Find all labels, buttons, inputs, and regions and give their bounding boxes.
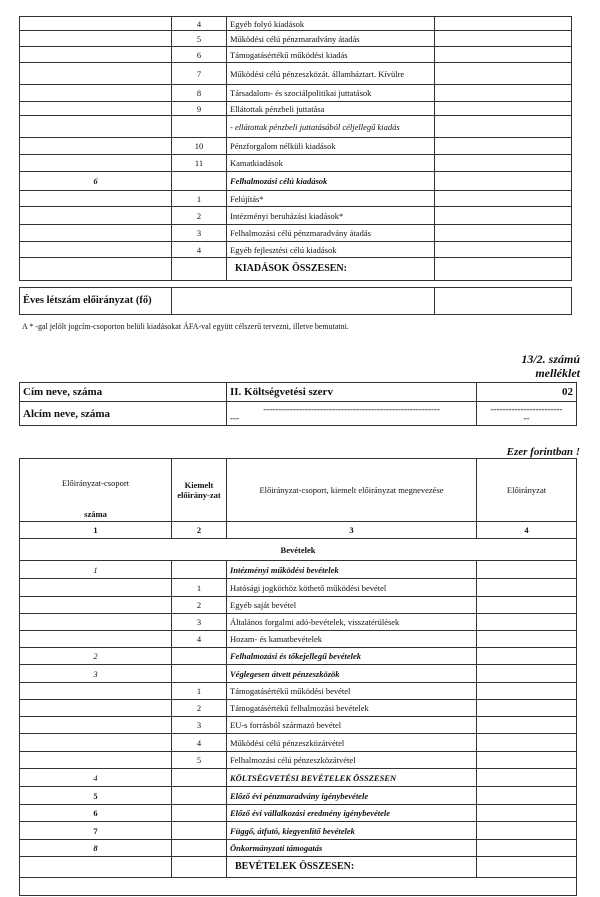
rev-item-number: [172, 561, 227, 579]
rev-row: [20, 614, 577, 631]
cim-code: 02: [477, 383, 577, 402]
exp-row: [20, 191, 572, 207]
rev-value-cell: [477, 631, 577, 648]
rev-item-name: EU-s forrásból származó bevétel: [227, 717, 477, 734]
rev-group-number: [20, 700, 172, 717]
rev-group-number: [20, 717, 172, 734]
rev-item-number: [172, 857, 227, 878]
rev-item-name: Hatósági jogkörhöz köthető működési bevétel: [227, 579, 477, 597]
cim-value: II. Költségvetési szerv: [227, 383, 477, 402]
exp-value-cell: [435, 116, 572, 138]
rev-item-number: [172, 840, 227, 857]
staff-table: [19, 287, 572, 315]
exp-group-number: [20, 191, 172, 207]
col-num-2: 2: [172, 522, 227, 539]
exp-item-number: [172, 258, 227, 281]
exp-group-number: [20, 85, 172, 102]
rev-group-number: [20, 597, 172, 614]
rev-item-name: Felhalmozási célú pénzeszközátvétel: [227, 752, 477, 769]
annex-line-1: 13/2. számú: [521, 352, 580, 366]
rev-row: [20, 734, 577, 752]
exp-item-number: 4: [172, 17, 227, 31]
rev-row: [20, 700, 577, 717]
currency-note: Ezer forintban !: [506, 446, 580, 458]
exp-value-cell: [435, 225, 572, 242]
rev-item-name: Egyéb saját bevétel: [227, 597, 477, 614]
rev-row: [20, 683, 577, 700]
alcim-dash-short: ---: [230, 412, 239, 423]
exp-item-number: 8: [172, 85, 227, 102]
alcim-code-dash: ------------------------: [490, 403, 563, 414]
rev-item-name: Általános forgalmi adó-bevételek, visszatérülések: [227, 614, 477, 631]
rev-item-name: Működési célú pénzeszközátvétel: [227, 734, 477, 752]
rev-value-cell: [477, 769, 577, 787]
alcim-code: [477, 402, 577, 426]
exp-item-name: Egyéb fejlesztési célú kiadások: [227, 242, 435, 258]
rev-group-number: 6: [20, 805, 172, 822]
exp-item-number: 7: [172, 63, 227, 85]
title-block: [19, 382, 577, 426]
rev-item-name: Hozam- és kamatbevételek: [227, 631, 477, 648]
exp-value-cell: [435, 191, 572, 207]
rev-row: [20, 648, 577, 665]
exp-row: [20, 155, 572, 172]
rev-item-name: BEVÉTELEK ÖSSZESEN:: [227, 857, 477, 878]
exp-item-number: [172, 172, 227, 191]
exp-item-number: 6: [172, 47, 227, 63]
rev-item-number: [172, 805, 227, 822]
rev-group-number: [20, 614, 172, 631]
exp-item-number: 4: [172, 242, 227, 258]
rev-item-number: [172, 665, 227, 683]
exp-item-name: Kamatkiadások: [227, 155, 435, 172]
rev-group-number: 7: [20, 822, 172, 840]
exp-value-cell: [435, 17, 572, 31]
rev-value-cell: [477, 614, 577, 631]
exp-group-number: [20, 258, 172, 281]
exp-group-number: [20, 138, 172, 155]
exp-item-name: Ellátottak pénzbeli juttatása: [227, 102, 435, 116]
rev-row: [20, 769, 577, 787]
rev-row: [20, 717, 577, 734]
rev-row: [20, 840, 577, 857]
exp-row: [20, 47, 572, 63]
exp-item-name: Támogatásértékű működési kiadás: [227, 47, 435, 63]
alcim-value: [227, 402, 477, 426]
rev-row: [20, 631, 577, 648]
exp-group-number: [20, 225, 172, 242]
exp-value-cell: [435, 47, 572, 63]
exp-value-cell: [435, 85, 572, 102]
exp-row: [20, 31, 572, 47]
exp-group-number: [20, 47, 172, 63]
rev-group-number: [20, 631, 172, 648]
rev-group-number: [20, 857, 172, 878]
rev-item-name: Támogatásértékű felhalmozási bevételek: [227, 700, 477, 717]
exp-group-number: 6: [20, 172, 172, 191]
exp-row: [20, 116, 572, 138]
rev-value-cell: [477, 734, 577, 752]
exp-row: [20, 138, 572, 155]
exp-item-name: Működési célú pénzeszközát. államháztart. Kívülre: [227, 63, 435, 85]
exp-row: [20, 17, 572, 31]
rev-value-cell: [477, 579, 577, 597]
rev-value-cell: [477, 840, 577, 857]
staff-extra-cell: [435, 288, 572, 315]
annex-line-2: melléklet: [535, 366, 580, 380]
exp-group-number: [20, 207, 172, 225]
exp-value-cell: [435, 63, 572, 85]
exp-row: [20, 207, 572, 225]
exp-row: [20, 85, 572, 102]
exp-item-name: KIADÁSOK ÖSSZESEN:: [227, 258, 435, 281]
rev-row: [20, 857, 577, 878]
rev-item-name: Előző évi vállalkozási eredmény igénybevétele: [227, 805, 477, 822]
rev-item-number: 2: [172, 700, 227, 717]
header-value: Előirányzat: [477, 459, 577, 522]
rev-row: [20, 787, 577, 805]
exp-row: [20, 63, 572, 85]
rev-group-number: 2: [20, 648, 172, 665]
rev-item-number: 3: [172, 717, 227, 734]
rev-item-number: [172, 648, 227, 665]
rev-item-name: Előző évi pénzmaradvány igénybevétele: [227, 787, 477, 805]
rev-row: [20, 579, 577, 597]
alcim-dash-long: -----------------------------------------------------------: [263, 403, 440, 414]
rev-value-cell: [477, 665, 577, 683]
rev-row: [20, 752, 577, 769]
exp-item-number: 3: [172, 225, 227, 242]
rev-item-number: 1: [172, 683, 227, 700]
exp-row: [20, 172, 572, 191]
exp-group-number: [20, 17, 172, 31]
header-kiemelt: Kiemelt előirány-zat: [172, 459, 227, 522]
col-num-3: 3: [227, 522, 477, 539]
exp-item-name: Egyéb folyó kiadások: [227, 17, 435, 31]
rev-group-number: 1: [20, 561, 172, 579]
exp-item-name: Felhalmozási célú pénzmaradvány átadás: [227, 225, 435, 242]
section-revenue: Bevételek: [20, 539, 577, 561]
exp-row: [20, 102, 572, 116]
exp-row: [20, 258, 572, 281]
exp-item-name: Felhalmozási célú kiadások: [227, 172, 435, 191]
rev-group-number: 5: [20, 787, 172, 805]
rev-item-name: Véglegesen átvett pénzeszközök: [227, 665, 477, 683]
rev-item-number: [172, 787, 227, 805]
exp-item-number: 2: [172, 207, 227, 225]
col-num-4: 4: [477, 522, 577, 539]
exp-item-name: Pénzforgalom nélküli kiadások: [227, 138, 435, 155]
exp-item-name: Társadalom- és szociálpolitikai juttatások: [227, 85, 435, 102]
rev-item-number: 1: [172, 579, 227, 597]
rev-group-number: [20, 752, 172, 769]
rev-value-cell: [477, 857, 577, 878]
rev-row: [20, 597, 577, 614]
footnote: A * -gal jelölt jogcím-csoporton belüli kiadásokat ÁFA-val együtt célszerű tervezni, illetve bemutatni.: [22, 322, 349, 331]
rev-value-cell: [477, 805, 577, 822]
rev-value-cell: [477, 683, 577, 700]
rev-item-name: KÖLTSÉGVETÉSI BEVÉTELEK ÖSSZESEN: [227, 769, 477, 787]
rev-value-cell: [477, 822, 577, 840]
blank-row: [20, 878, 577, 896]
exp-item-name: Intézményi beruházási kiadások*: [227, 207, 435, 225]
rev-item-name: Függő, átfutó, kiegyenlítő bevételek: [227, 822, 477, 840]
rev-row: [20, 805, 577, 822]
rev-value-cell: [477, 648, 577, 665]
staff-label: Éves létszám előirányzat (fő): [20, 288, 172, 315]
rev-group-number: [20, 734, 172, 752]
staff-value-cell: [172, 288, 435, 315]
rev-value-cell: [477, 700, 577, 717]
col-num-1: 1: [20, 522, 172, 539]
rev-group-number: [20, 683, 172, 700]
rev-row: [20, 822, 577, 840]
rev-group-number: 8: [20, 840, 172, 857]
exp-item-number: [172, 116, 227, 138]
rev-group-number: 4: [20, 769, 172, 787]
rev-item-name: Intézményi működési bevételek: [227, 561, 477, 579]
revenue-table: [19, 458, 577, 896]
rev-group-number: [20, 579, 172, 597]
rev-row: [20, 561, 577, 579]
exp-value-cell: [435, 258, 572, 281]
exp-value-cell: [435, 102, 572, 116]
exp-item-number: 5: [172, 31, 227, 47]
expenditure-table: [19, 16, 572, 281]
rev-value-cell: [477, 597, 577, 614]
exp-value-cell: [435, 138, 572, 155]
rev-item-number: 2: [172, 597, 227, 614]
exp-group-number: [20, 102, 172, 116]
rev-item-number: [172, 769, 227, 787]
header-group-number: száma: [20, 507, 172, 522]
exp-group-number: [20, 31, 172, 47]
cim-label: Cím neve, száma: [20, 383, 227, 402]
rev-item-number: 5: [172, 752, 227, 769]
rev-item-name: Önkormányzati támogatás: [227, 840, 477, 857]
exp-group-number: [20, 155, 172, 172]
exp-group-number: [20, 242, 172, 258]
alcim-code-dash-2: --: [523, 412, 530, 423]
exp-item-number: 10: [172, 138, 227, 155]
rev-value-cell: [477, 717, 577, 734]
rev-value-cell: [477, 787, 577, 805]
exp-row: [20, 225, 572, 242]
rev-item-number: 4: [172, 734, 227, 752]
exp-item-name: Működési célú pénzmaradvány átadás: [227, 31, 435, 47]
rev-group-number: 3: [20, 665, 172, 683]
rev-item-number: [172, 822, 227, 840]
rev-item-number: 3: [172, 614, 227, 631]
rev-item-number: 4: [172, 631, 227, 648]
exp-item-name: - ellátottak pénzbeli juttatásából céljellegű kiadás: [227, 116, 435, 138]
annex-title: [521, 352, 580, 380]
rev-value-cell: [477, 561, 577, 579]
exp-value-cell: [435, 242, 572, 258]
rev-item-name: Támogatásértékű működési bevétel: [227, 683, 477, 700]
exp-row: [20, 242, 572, 258]
rev-value-cell: [477, 752, 577, 769]
exp-group-number: [20, 116, 172, 138]
exp-item-number: 1: [172, 191, 227, 207]
exp-item-number: 9: [172, 102, 227, 116]
exp-value-cell: [435, 31, 572, 47]
exp-value-cell: [435, 172, 572, 191]
header-name: Előirányzat-csoport, kiemelt előirányzat megnevezése: [227, 459, 477, 522]
exp-value-cell: [435, 207, 572, 225]
header-group: Előirányzat-csoport: [20, 459, 172, 507]
exp-group-number: [20, 63, 172, 85]
exp-item-name: Felújítás*: [227, 191, 435, 207]
exp-value-cell: [435, 155, 572, 172]
alcim-label: Alcím neve, száma: [20, 402, 227, 426]
rev-row: [20, 665, 577, 683]
exp-item-number: 11: [172, 155, 227, 172]
rev-item-name: Felhalmozási és tőkejellegű bevételek: [227, 648, 477, 665]
